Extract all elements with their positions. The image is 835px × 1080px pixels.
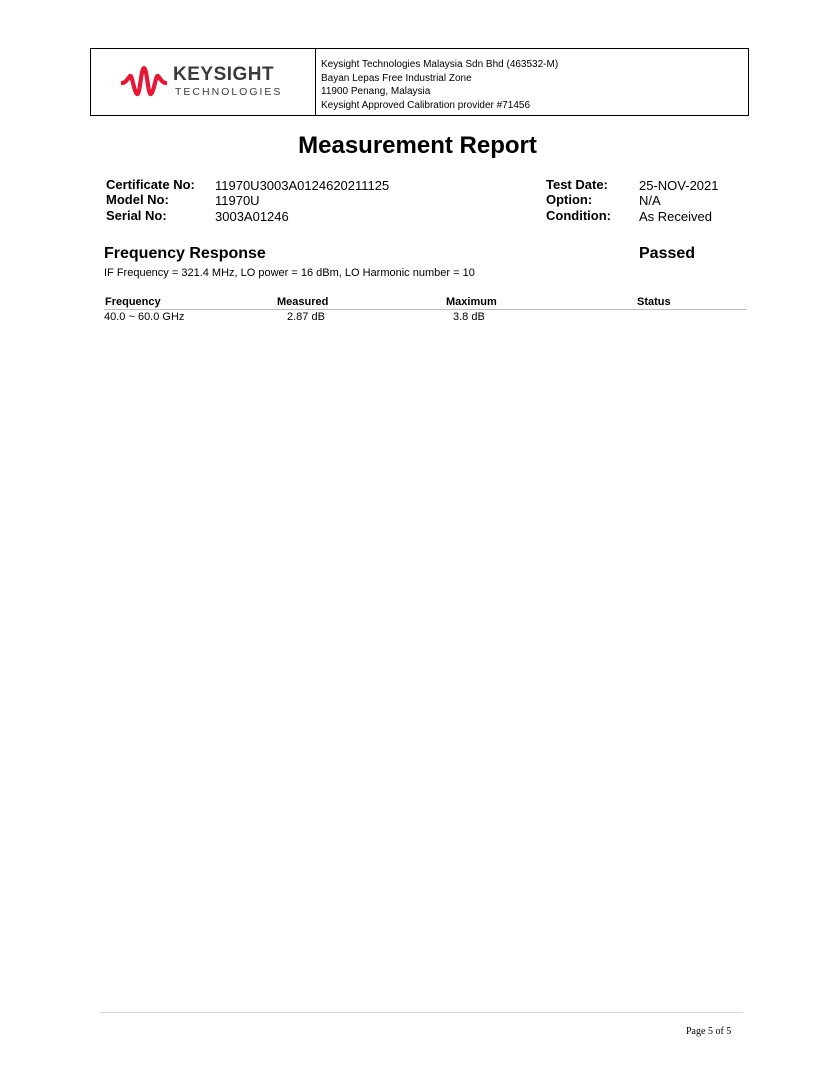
logo-wordmark: KEYSIGHT [173,64,275,85]
column-header-frequency: Frequency [105,296,161,308]
header-divider [315,49,316,115]
row-maximum: 3.8 dB [453,311,485,323]
test-conditions: IF Frequency = 321.4 MHz, LO power = 16 dBm, LO Harmonic number = 10 [104,267,475,279]
company-info [321,58,558,112]
company-address-line-2: 11900 Penang, Malaysia [321,86,431,97]
page-number: Page 5 of 5 [686,1026,732,1037]
condition-value: As Received [639,209,712,224]
test-date-label: Test Date: [546,177,608,192]
company-name: Keysight Technologies Malaysia Sdn Bhd (463532-M) [321,59,559,70]
option-label: Option: [546,192,593,207]
condition-label: Condition: [546,208,611,223]
model-value: 11970U [215,193,260,208]
company-provider-id: Keysight Approved Calibration provider #71456 [321,99,531,111]
column-header-measured: Measured [277,296,329,308]
footer-rule [100,1012,743,1013]
option-value: N/A [639,193,661,208]
certificate-label: Certificate No: [106,177,195,192]
test-date-value: 25-NOV-2021 [639,178,719,193]
certificate-value: 11970U3003A0124620211125 [215,178,390,193]
serial-value: 3003A01246 [215,209,289,224]
row-frequency: 40.0 ~ 60.0 GHz [104,311,185,323]
company-address-line-1: Bayan Lepas Free Industrial Zone [321,72,472,84]
section-title: Frequency Response [104,245,266,262]
column-header-status: Status [637,296,671,308]
logo-subtitle: TECHNOLOGIES [175,86,283,98]
serial-label: Serial No: [106,208,167,223]
model-label: Model No: [106,192,169,207]
page-title: Measurement Report [298,132,537,159]
section-result: Passed [639,245,696,262]
column-header-maximum: Maximum [446,296,497,308]
keysight-wave-icon [121,66,167,98]
table-header-rule [104,309,747,310]
keysight-logo [121,64,286,100]
row-measured: 2.87 dB [287,311,325,323]
report-header [90,48,749,116]
